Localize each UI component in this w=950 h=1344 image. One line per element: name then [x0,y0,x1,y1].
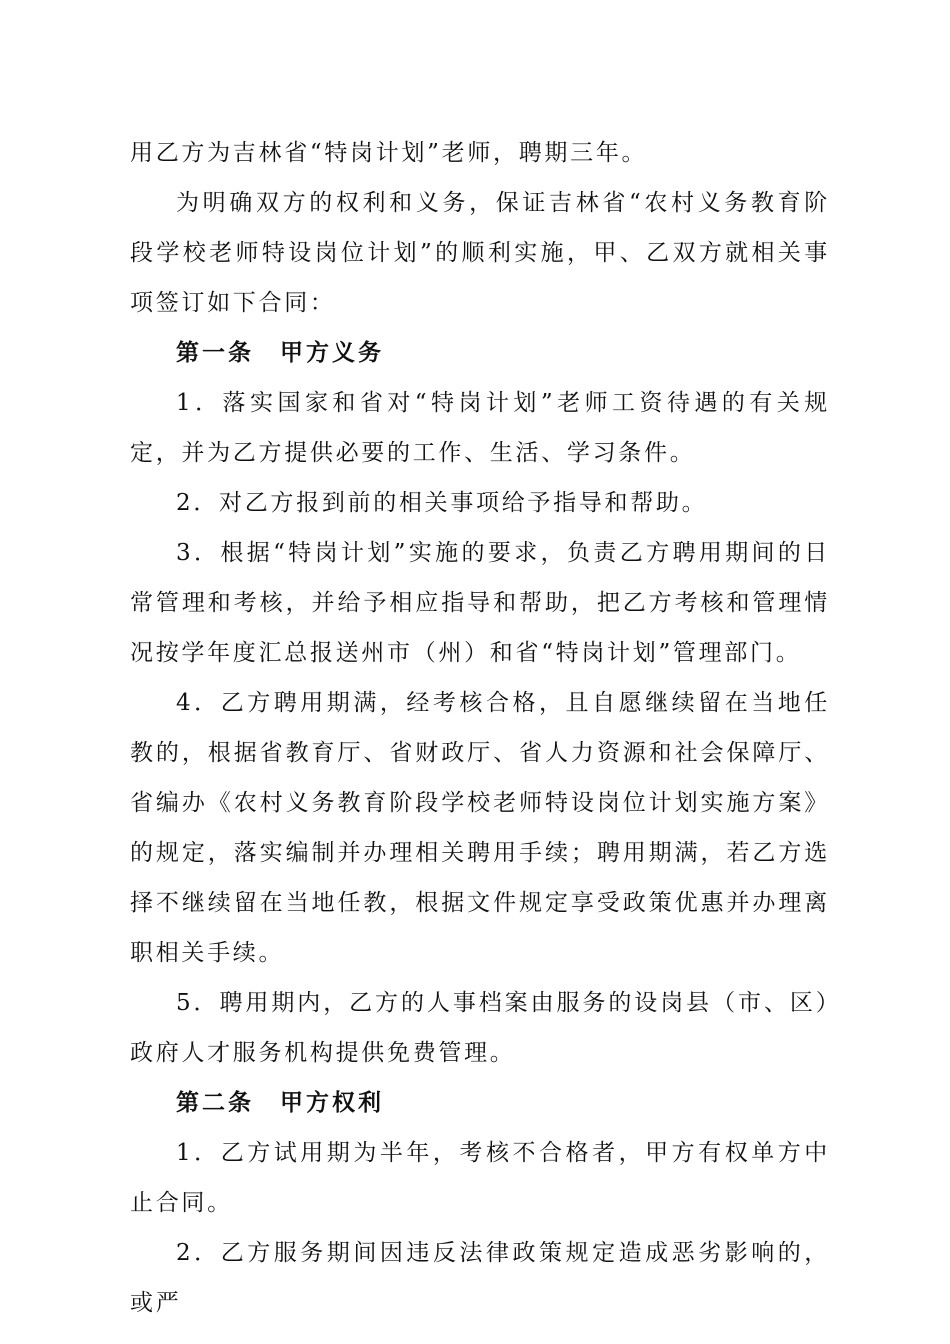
clause-1-1: 1．落实国家和省对“特岗计划”老师工资待遇的有关规定，并为乙方提供必要的工作、生活、学习条件。 [130,390,830,466]
paragraph-purpose: 为明确双方的权利和义务，保证吉林省“农村义务教育阶段学校老师特设岗位计划”的顺利实施，甲、乙双方就相关事项签订如下合同： [130,190,830,316]
section-heading-article-2: 第二条 甲方权利 [176,1089,384,1116]
clause-1-3: 3．根据“特岗计划”实施的要求，负责乙方聘用期间的日常管理和考核，并给予相应指导和帮助，把乙方考核和管理情况按学年度汇总报送州市（州）和省“特岗计划”管理部门。 [130,540,830,666]
clause-1-2: 2．对乙方报到前的相关事项给予指导和帮助。 [176,490,708,516]
paragraph-intro-continuation: 用乙方为吉林省“特岗计划”老师，聘期三年。 [130,140,648,166]
clause-2-1: 1．乙方试用期为半年，考核不合格者，甲方有权单方中止合同。 [130,1140,830,1216]
clause-2-2: 2．乙方服务期间因违反法律政策规定造成恶劣影响的，或严 [130,1240,830,1316]
clause-1-4: 4．乙方聘用期满，经考核合格，且自愿继续留在当地任教的，根据省教育厅、省财政厅、省人力资源和社会保障厅、省编办《农村义务教育阶段学校老师特设岗位计划实施方案》的规定，落实编制并办理相关聘用手续；聘用期满，若乙方选择不继续留在当地任教，根据文件规定享受政策优惠并办理离职相关手续。 [130,690,830,966]
document-body [130,128,830,1328]
clause-1-5: 5．聘用期内，乙方的人事档案由服务的设岗县（市、区）政府人才服务机构提供免费管理。 [130,990,830,1066]
section-heading-article-1: 第一条 甲方义务 [176,339,384,366]
